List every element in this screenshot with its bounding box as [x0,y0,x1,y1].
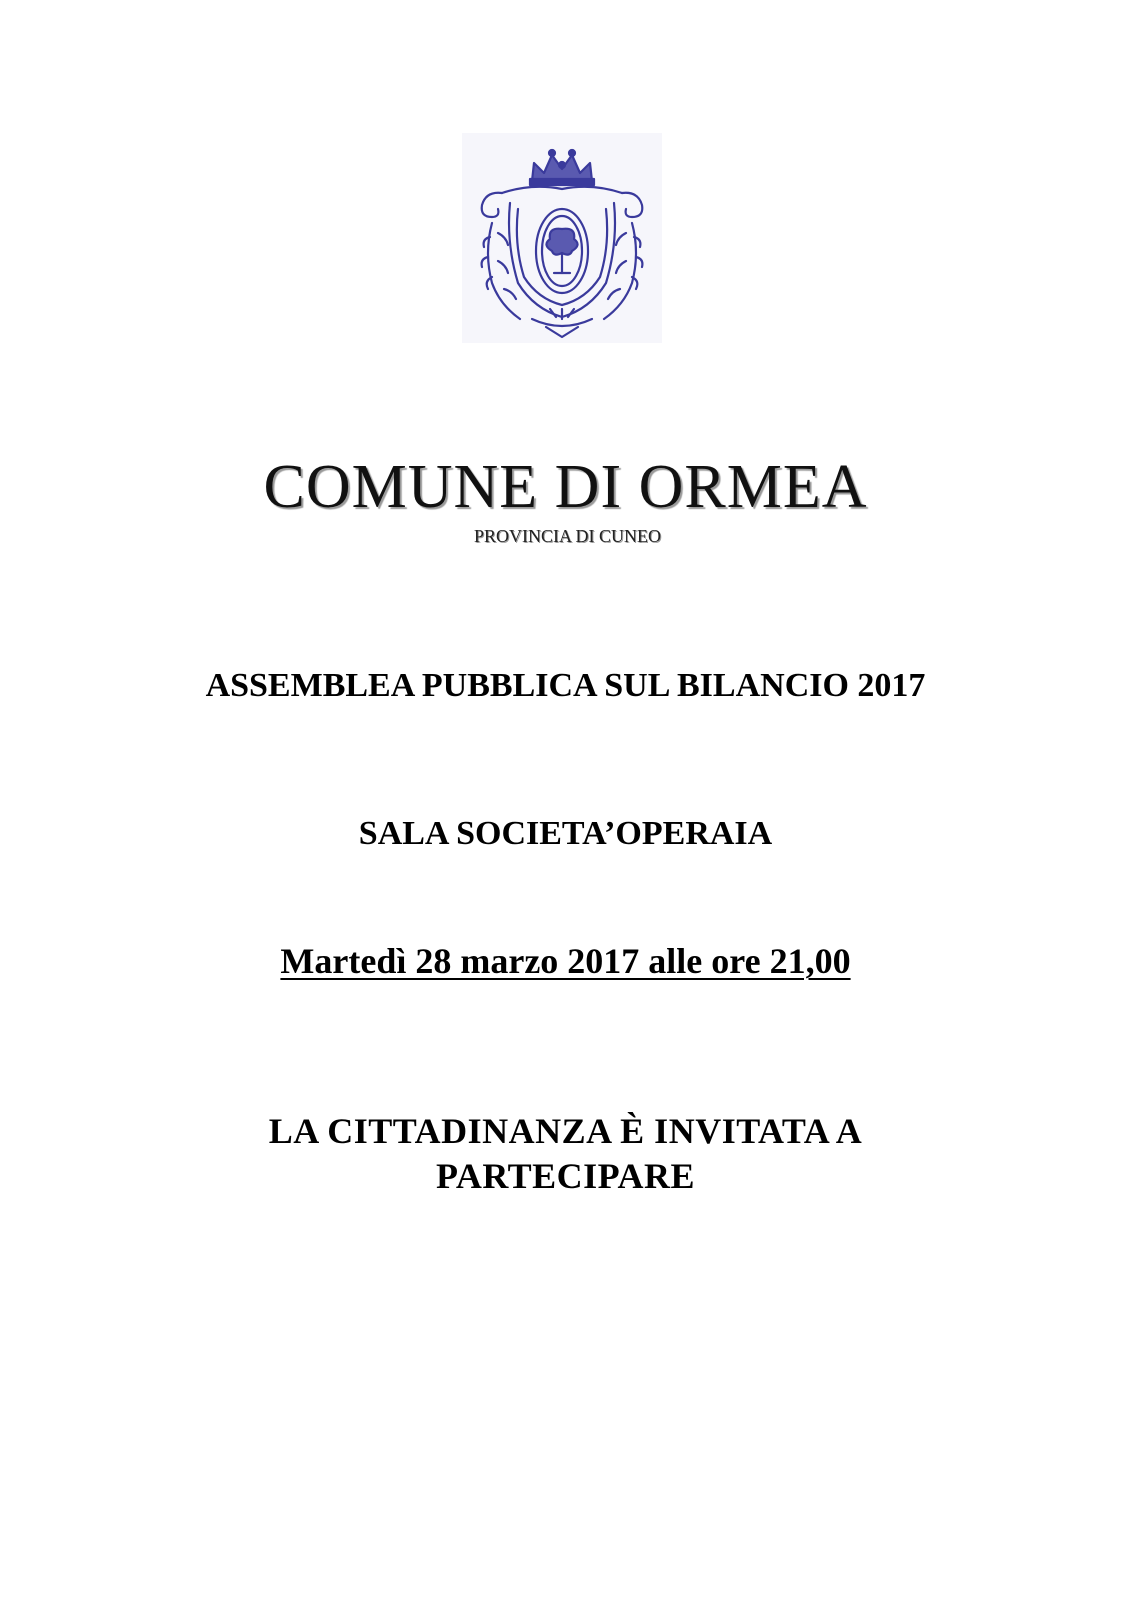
event-heading: ASSEMBLEA PUBBLICA SUL BILANCIO 2017 [205,667,926,704]
municipal-crest-icon [462,133,662,343]
event-datetime: Martedì 28 marzo 2017 alle ore 21,00 [280,941,851,981]
invitation-line-2: PARTECIPARE [436,1156,695,1196]
page-subtitle: PROVINCIA DI CUNEO [473,526,661,546]
invitation-line-1: LA CITTADINANZA È INVITATA A [268,1111,863,1151]
page-title: COMUNE DI ORMEA [263,453,868,521]
venue-heading: SALA SOCIETA’OPERAIA [358,815,773,852]
